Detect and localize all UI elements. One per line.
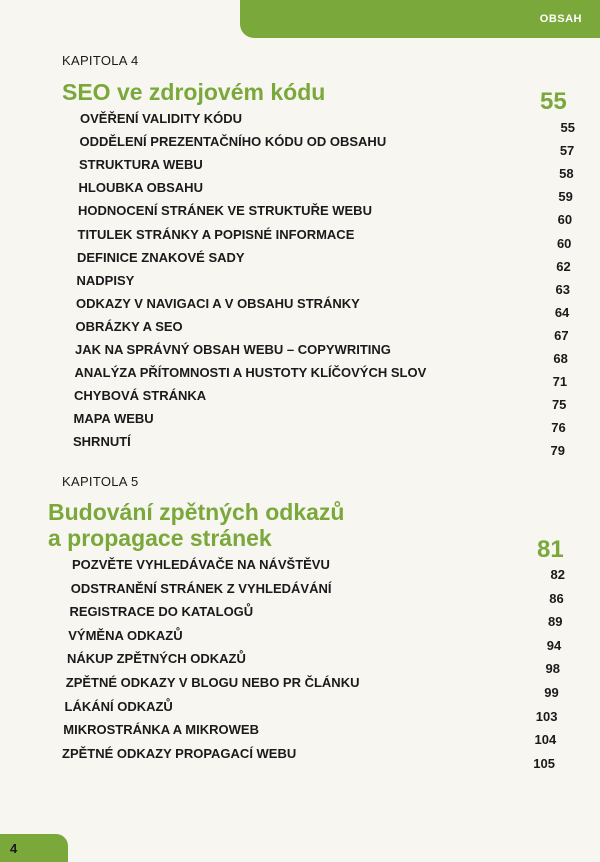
toc-entry-page: 68	[553, 351, 568, 366]
toc-entry-page: 57	[559, 143, 575, 159]
toc-entry-title: POZVĚTE VYHLEDÁVAČE NA NÁVŠTĚVU	[72, 557, 330, 572]
toc-entry-page: 86	[549, 590, 564, 606]
toc-entry-title: ODSTRANĚNÍ STRÁNEK Z VYHLEDÁVÁNÍ	[70, 580, 332, 596]
chapter-title-line-1: Budování zpětných odkazů	[48, 499, 345, 525]
toc-entry-page: 99	[544, 685, 559, 700]
toc-entry-page: 104	[534, 732, 557, 748]
toc-entry-page: 75	[551, 397, 567, 413]
toc-entry-title: REGISTRACE DO KATALOGŮ	[69, 604, 254, 620]
chapter-page-number: 55	[540, 88, 567, 115]
toc-entry-title: ZPĚTNÉ ODKAZY PROPAGACÍ WEBU	[62, 745, 297, 761]
toc-entry-title: OVĚŘENÍ VALIDITY KÓDU	[80, 111, 243, 126]
toc-entry-page: 63	[555, 281, 570, 297]
toc-entry-title: HLOUBKA OBSAHU	[78, 180, 203, 196]
toc-entry-page: 105	[533, 755, 555, 771]
toc-entry-page: 55	[560, 120, 575, 135]
toc-entry-title: LÁKÁNÍ ODKAZŮ	[64, 698, 173, 714]
section-tab	[240, 0, 600, 38]
toc-entry-page: 82	[550, 567, 565, 582]
chapter-page-number: 81	[537, 536, 564, 563]
toc-entry-page: 64	[554, 304, 570, 320]
toc-entry-title: DEFINICE ZNAKOVÉ SADY	[77, 249, 245, 265]
toc-entry-page: 103	[535, 708, 558, 724]
toc-entry-title: CHYBOVÁ STRÁNKA	[74, 388, 207, 404]
page-number: 4	[10, 841, 18, 856]
toc-entry-title: NÁKUP ZPĚTNÝCH ODKAZŮ	[67, 651, 246, 667]
toc-entry-title: HODNOCENÍ STRÁNEK VE STRUKTUŘE WEBU	[78, 203, 372, 219]
toc-entry-title: ANALÝZA PŘÍTOMNOSTI A HUSTOTY KLÍČOVÝCH SLOV	[74, 365, 427, 381]
chapter-title-line-2: a propagace stránek	[48, 525, 272, 551]
chapter-label: KAPITOLA 5	[62, 474, 139, 489]
toc-entry-title: VÝMĚNA ODKAZŮ	[68, 627, 183, 643]
toc-entry-title: NADPISY	[76, 272, 135, 288]
chapter-title: SEO ve zdrojovém kódu	[62, 79, 326, 105]
toc-entry-page: 98	[545, 661, 560, 677]
chapter-label: KAPITOLA 4	[62, 53, 139, 68]
toc-entry-page: 59	[558, 189, 573, 205]
toc-entry-title: ZPĚTNÉ ODKAZY V BLOGU NEBO PR ČLÁNKU	[65, 675, 360, 690]
toc-entry-page: 67	[554, 327, 569, 343]
toc-entry-title: JAK NA SPRÁVNÝ OBSAH WEBU – COPYWRITING	[75, 342, 391, 357]
toc-entry-page: 71	[552, 374, 568, 390]
toc-entry-page: 94	[546, 637, 562, 653]
toc-entry-page: 79	[550, 443, 565, 459]
toc-entry-page: 60	[557, 212, 573, 228]
section-tab-label: OBSAH	[539, 13, 582, 25]
toc-entry-page: 60	[556, 235, 572, 251]
toc-entry-title: STRUKTURA WEBU	[79, 157, 203, 173]
toc-entry-title: ODKAZY V NAVIGACI A V OBSAHU STRÁNKY	[76, 295, 360, 311]
toc-entry-page: 58	[559, 166, 574, 182]
toc-entry-title: ODDĚLENÍ PREZENTAČNÍHO KÓDU OD OBSAHU	[79, 134, 387, 150]
toc-entry-title: TITULEK STRÁNKY A POPISNÉ INFORMACE	[77, 226, 355, 242]
page-number-tab	[0, 834, 68, 862]
toc-entry-page: 89	[548, 614, 563, 630]
toc-entry-title: SHRNUTÍ	[73, 434, 131, 450]
toc-entry-title: MIKROSTRÁNKA A MIKROWEB	[63, 722, 259, 738]
toc-entry-page: 62	[556, 258, 571, 274]
toc-entry-title: MAPA WEBU	[73, 411, 154, 427]
toc-entry-title: OBRÁZKY A SEO	[75, 318, 183, 334]
toc-entry-page: 76	[551, 420, 566, 436]
